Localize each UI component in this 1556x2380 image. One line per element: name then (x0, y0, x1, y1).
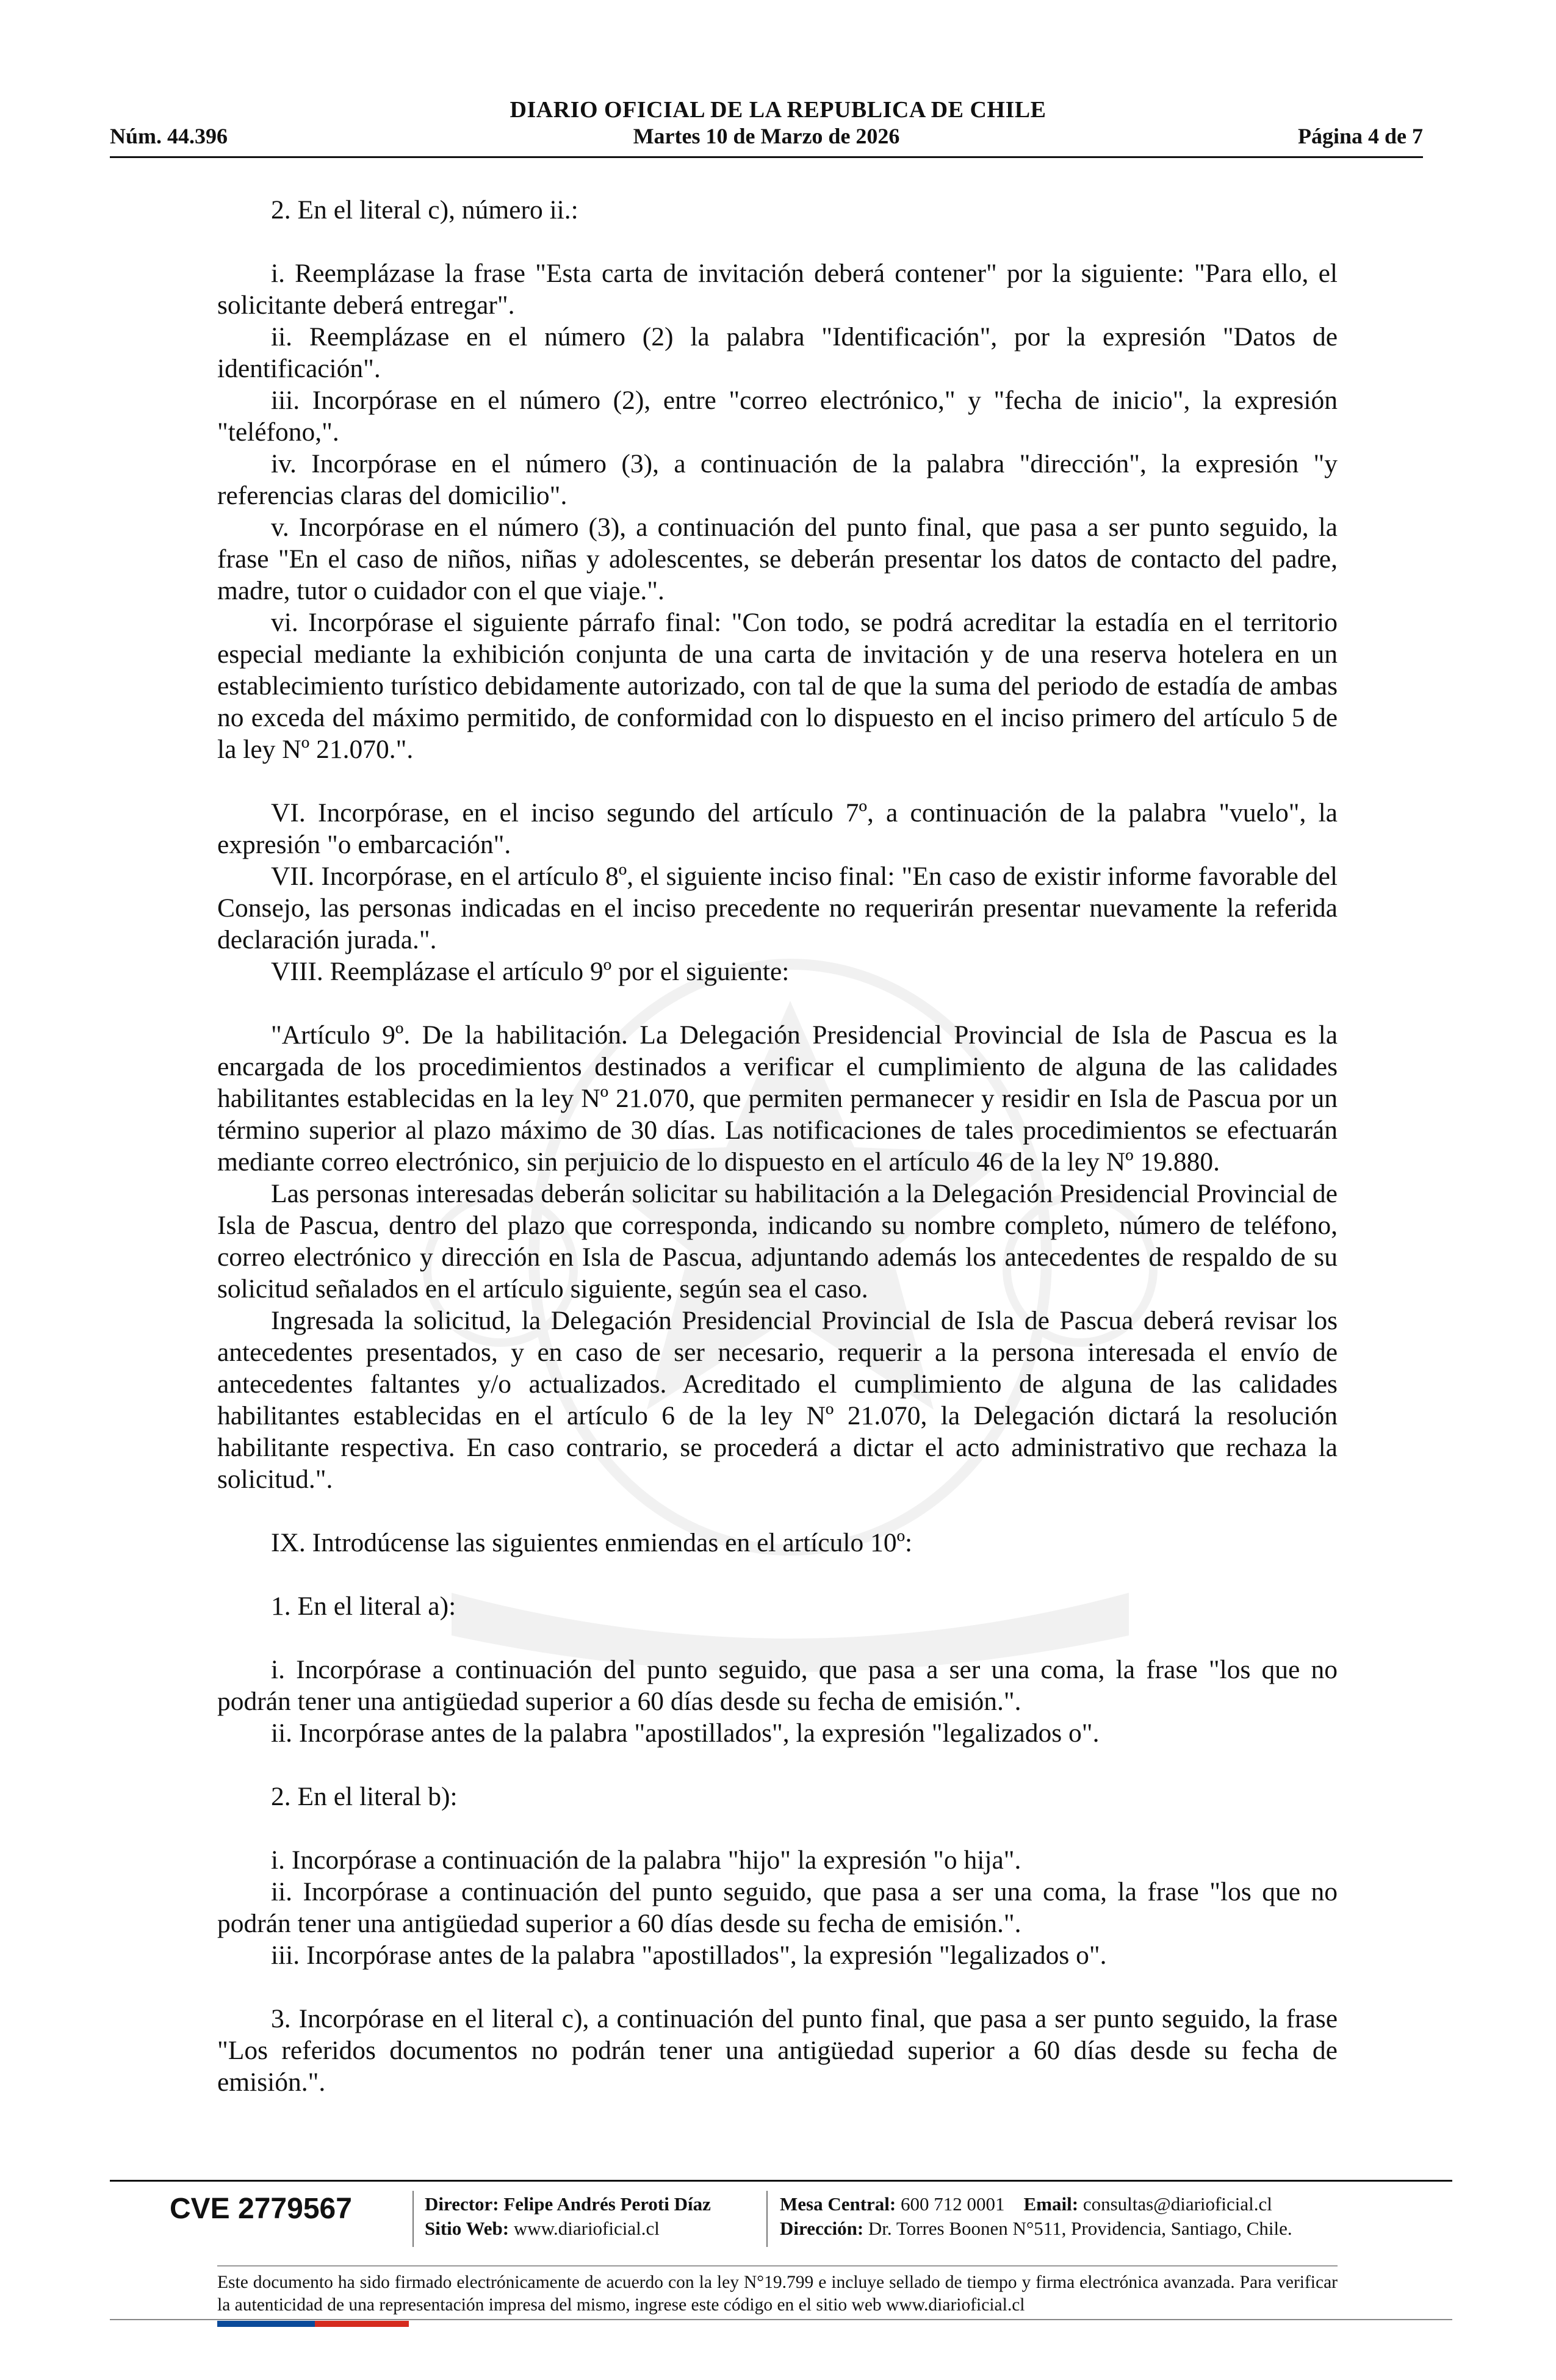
footer-separator (412, 2191, 414, 2247)
paragraph: VII. Incorpórase, en el artículo 8º, el siguiente inciso final: "En caso de existir informe favorable del Consejo, las personas indicadas en el inciso precedente no requerirán presentar nuevamente la referida declaración jurada.". (217, 862, 1338, 954)
publication-title: DIARIO OFICIAL DE LA REPUBLICA DE CHILE (510, 97, 1046, 123)
paragraph: VIII. Reemplázase el artículo 9º por el siguiente: (271, 957, 790, 986)
page-indicator: Página 4 de 7 (1297, 124, 1423, 148)
paragraph: iii. Incorpórase en el número (2), entre "correo electrónico," y "fecha de inicio", la expresión "teléfono,". (217, 386, 1338, 447)
footer-divider (110, 2180, 1452, 2182)
paragraph: i. Incorpórase a continuación de la palabra "hijo" la expresión "o hija". (271, 1845, 1021, 1875)
paragraph: vi. Incorpórase el siguiente párrafo final: "Con todo, se podrá acreditar la estadía en el territorio especial mediante la exhibición conjunta de una carta de invitación y de una reserva hotelera en un establecimiento turístico debidamente autorizado, con tal de que la suma del periodo de estadía de ambas no exceda del máximo permitido, de conformidad con lo dispuesto en el inciso primero del artículo 5 de la ley Nº 21.070.". (217, 608, 1338, 764)
paragraph: IX. Introdúcense las siguientes enmiendas en el artículo 10º: (271, 1528, 913, 1557)
paragraph: i. Reemplázase la frase "Esta carta de invitación deberá contener" por la siguiente: "Para ello, el solicitante deberá entregar". (217, 259, 1338, 320)
paragraph: ii. Reemplázase en el número (2) la palabra "Identificación", por la expresión "Datos de identificación". (217, 322, 1338, 383)
paragraph: ii. Incorpórase antes de la palabra "apostillados", la expresión "legalizados o". (271, 1718, 1100, 1748)
address-label: Dirección: (780, 2218, 864, 2239)
director-name: Felipe Andrés Peroti Díaz (503, 2193, 711, 2215)
paragraph: Ingresada la solicitud, la Delegación Presidencial Provincial de Isla de Pascua deberá revisar los antecedentes presentados, y en caso de ser necesario, requerir a la persona interesada el envío de antecedentes faltantes y/o actualizados. Acreditado el cumplimiento de alguna de las calidades habilitantes establecidas en el artículo 6 de la ley Nº 21.070, la Delegación dictará la resolución habilitante respectiva. En caso contrario, se procederá a dictar el acto administrativo que rechaza la solicitud.". (217, 1306, 1338, 1494)
paragraph: iii. Incorpórase antes de la palabra "apostillados", la expresión "legalizados o". (271, 1941, 1107, 1970)
website-line (425, 2216, 711, 2241)
paragraph: v. Incorpórase en el número (3), a continuación del punto final, que pasa a ser punto seguido, la frase "En el caso de niños, niñas y adolescentes, se deberán presentar los datos de contacto del padre, madre, tutor o cuidador con el que viaje.". (217, 513, 1338, 605)
email-label: Email: (1023, 2193, 1079, 2215)
cve-code: CVE 2779567 (170, 2193, 352, 2225)
paragraph: Las personas interesadas deberán solicitar su habilitación a la Delegación Presidencial Provincial de Isla de Pascua, dentro del plazo que corresponda, indicando su nombre completo, número de teléfono, correo electrónico y dirección en Isla de Pascua, adjuntando además los antecedentes de respaldo de su solicitud señalados en el artículo siguiente, según sea el caso. (217, 1179, 1338, 1304)
signature-notice: Este documento ha sido firmado electrónicamente de acuerdo con la ley N°19.799 e incluye sellado de tiempo y firma electrónica avanzada. Para verificar la autenticidad de una representación impresa del mismo, ingrese este código en el sitio web www.diarioficial.cl (217, 2273, 1338, 2315)
address-line (780, 2216, 1292, 2241)
issue-number: Núm. 44.396 (110, 124, 228, 148)
footer-bottom-divider (110, 2319, 1452, 2320)
email-link[interactable]: consultas@diarioficial.cl (1082, 2193, 1272, 2215)
publication-date: Martes 10 de Marzo de 2026 (633, 124, 900, 148)
paragraph: iv. Incorpórase en el número (3), a continuación de la palabra "dirección", la expresión "y referencias claras del domicilio". (217, 449, 1338, 510)
footer-director-block (425, 2192, 711, 2241)
paragraph: 1. En el literal a): (271, 1592, 456, 1621)
paragraph: ii. Incorpórase a continuación del punto seguido, que pasa a ser una coma, la frase "los que no podrán tener una antigüedad superior a 60 días desde su fecha de emisión.". (217, 1877, 1338, 1938)
footer-separator (766, 2191, 768, 2247)
paragraph: VI. Incorpórase, en el inciso segundo del artículo 7º, a continuación de la palabra "vuelo", la expresión "o embarcación". (217, 798, 1338, 859)
flag-blue-segment (217, 2321, 315, 2327)
address-value: Dr. Torres Boonen N°511, Providencia, Santiago, Chile. (868, 2218, 1292, 2239)
flag-red-segment (315, 2321, 409, 2327)
phone-label: Mesa Central: (780, 2193, 896, 2215)
paragraph: i. Incorpórase a continuación del punto seguido, que pasa a ser una coma, la frase "los que no podrán tener una antigüedad superior a 60 días desde su fecha de emisión.". (217, 1655, 1338, 1716)
contact-line (780, 2192, 1292, 2216)
header-row (110, 123, 1423, 151)
paragraph: 3. Incorpórase en el literal c), a continuación del punto final, que pasa a ser punto seguido, la frase "Los referidos documentos no podrán tener una antigüedad superior a 60 días desde su fecha de emisión.". (217, 2004, 1338, 2097)
paragraph: 2. En el literal b): (271, 1782, 458, 1811)
footer-contact-block (780, 2192, 1292, 2241)
paragraph: 2. En el literal c), número ii.: (271, 195, 578, 225)
paragraph: "Artículo 9º. De la habilitación. La Delegación Presidencial Provincial de Isla de Pascua es la encargada de los procedimientos destinados a verificar el cumplimiento de alguna de las calidades habilitantes establecidas en la ley Nº 21.070, que permiten permanecer y residir en Isla de Pascua por un término superior al plazo máximo de 30 días. Las notificaciones de tales procedimientos se efectuarán mediante correo electrónico, sin perjuicio de lo dispuesto en el artículo 46 de la ley Nº 19.880. (217, 1020, 1338, 1177)
phone-number: 600 712 0001 (901, 2193, 1005, 2215)
flag-color-bar (217, 2321, 409, 2327)
document-body (217, 194, 1338, 2098)
director-label: Director: (425, 2193, 499, 2215)
website-link[interactable]: www.diarioficial.cl (513, 2218, 660, 2239)
footer-thin-divider (217, 2265, 1338, 2266)
header-divider (110, 156, 1423, 158)
director-line (425, 2192, 711, 2216)
website-label: Sitio Web: (425, 2218, 510, 2239)
